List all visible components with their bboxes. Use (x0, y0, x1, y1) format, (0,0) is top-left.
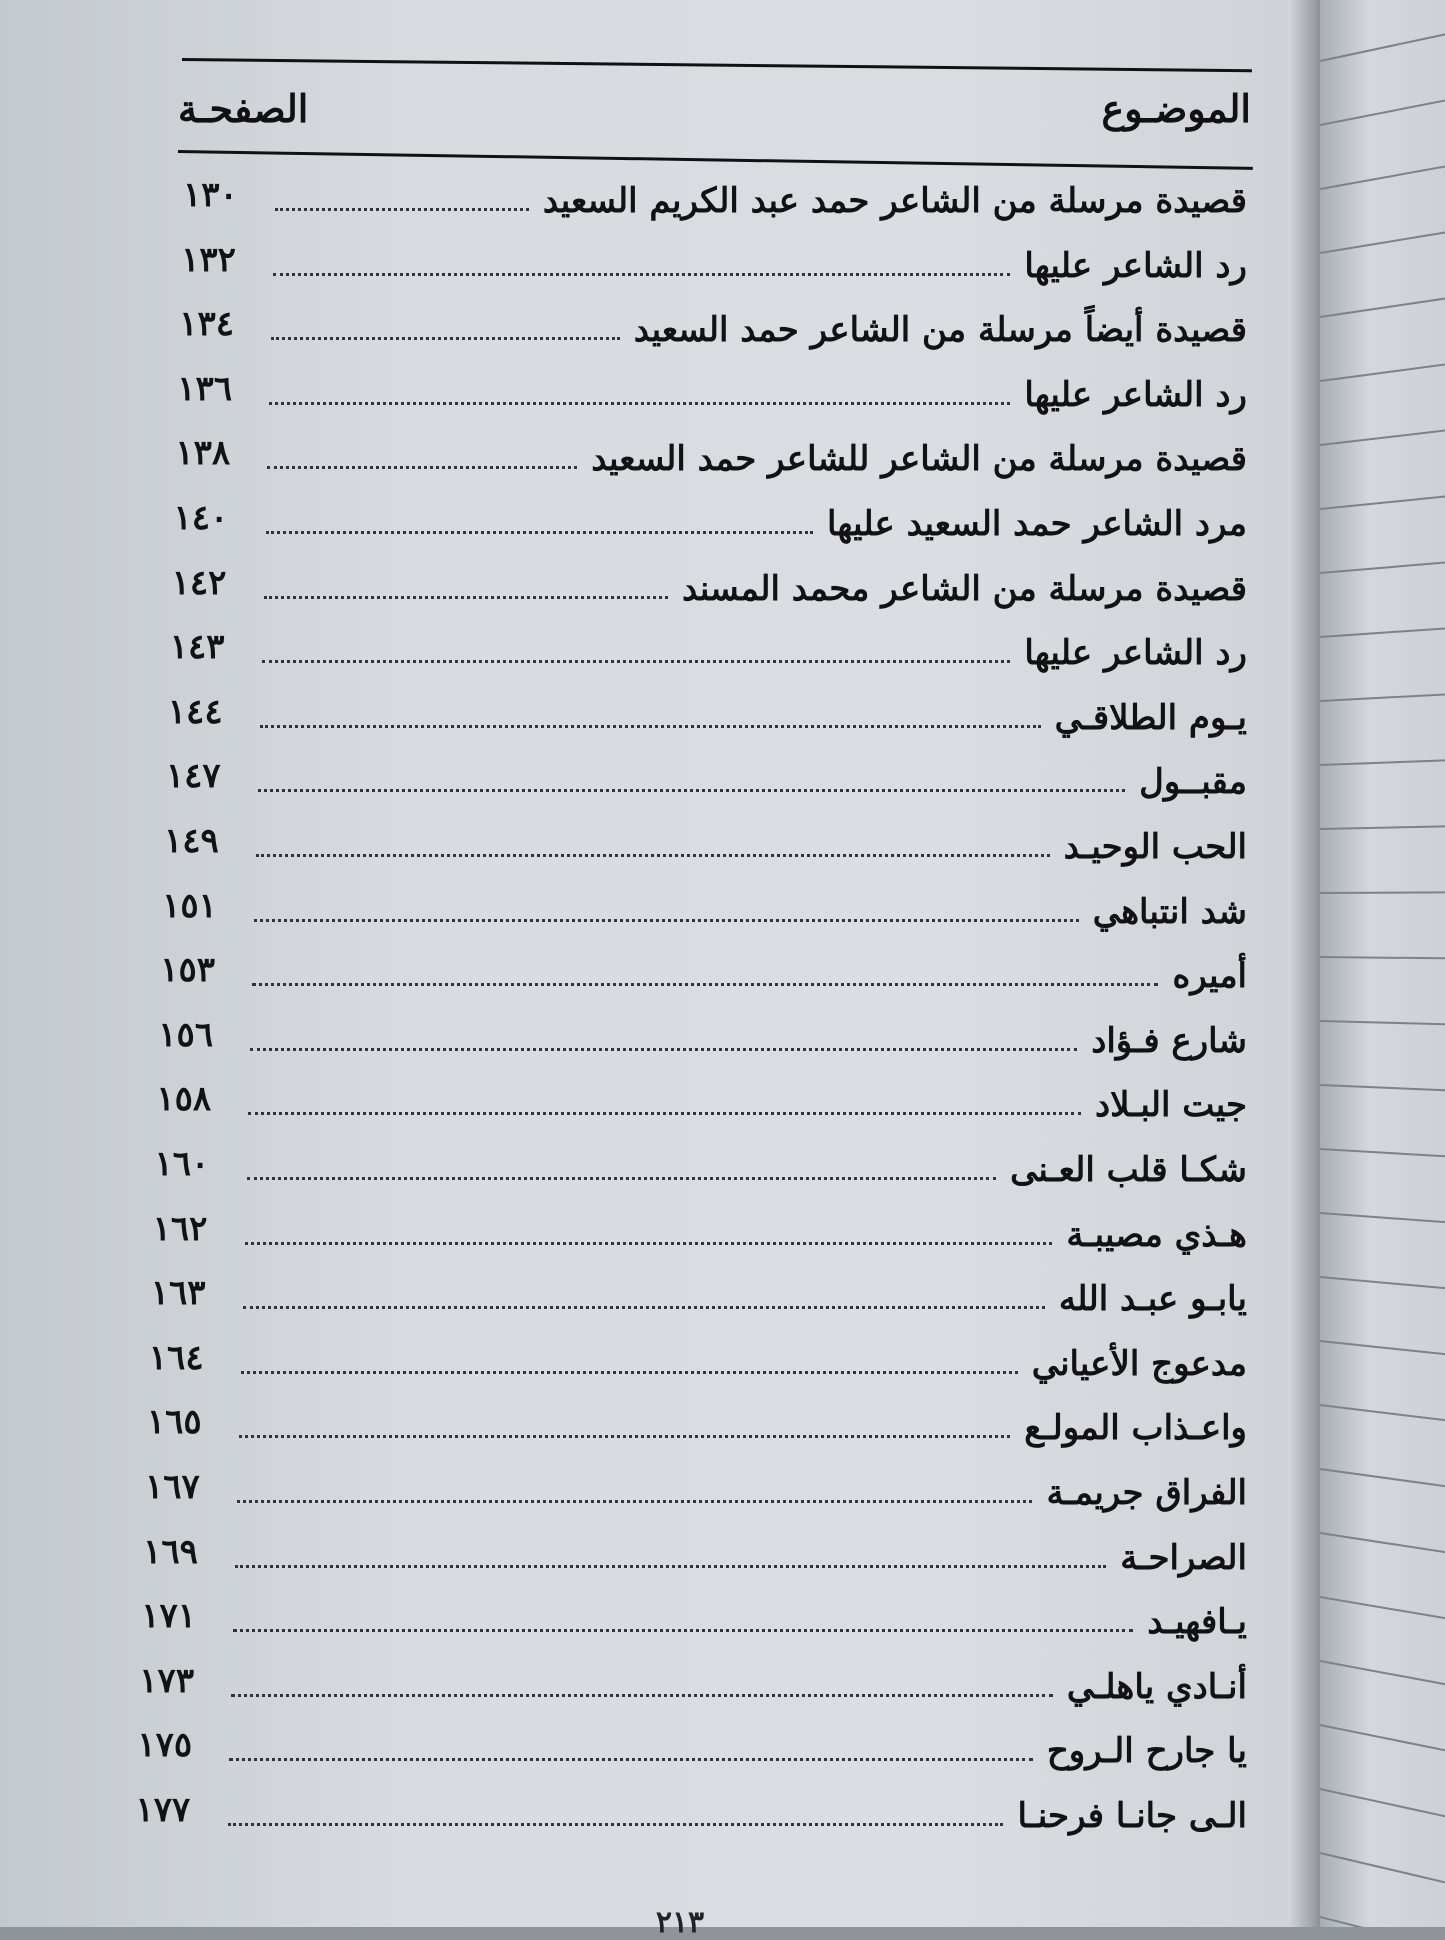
toc-leader-dots (267, 466, 577, 469)
toc-entry (179, 294, 1247, 354)
toc-entry (166, 746, 1247, 806)
facing-page-line (1320, 692, 1445, 702)
toc-entry (183, 165, 1247, 225)
toc-entry (172, 553, 1247, 613)
toc-entry (181, 230, 1247, 290)
toc-entry-page: ١٤٩ (164, 821, 219, 861)
toc-entry (175, 423, 1247, 483)
facing-page-line (1320, 1788, 1445, 1824)
toc-entry-title: أنـادي ياهلـي (1066, 1666, 1247, 1707)
toc-entry-page: ١٤٢ (171, 562, 227, 603)
facing-page-line (1320, 1468, 1445, 1492)
toc-entry-page: ١٣٢ (181, 239, 236, 280)
toc-entry-title: الصراحـة (1120, 1537, 1247, 1578)
toc-entry (160, 940, 1247, 1000)
facing-page-line (1320, 1148, 1445, 1159)
toc-entry-page: ١٥٨ (156, 1079, 212, 1120)
facing-page-line (1320, 93, 1445, 126)
toc-entry (136, 1780, 1248, 1840)
toc-entry (141, 1586, 1247, 1646)
toc-entry-title: رد الشاعر عليها (1024, 633, 1247, 674)
toc-entry-page: ١٤٠ (173, 498, 229, 538)
page-folio: ٢١٣ (655, 1905, 705, 1940)
top-rule (182, 58, 1252, 72)
facing-page-line (1320, 1916, 1445, 1927)
toc-leader-dots (243, 1306, 1045, 1309)
toc-entry (137, 1715, 1247, 1775)
toc-leader-dots (264, 596, 668, 599)
facing-page-line (1320, 1852, 1445, 1890)
facing-page-line (1320, 758, 1445, 766)
toc-entry-title: رد الشاعر عليها (1024, 245, 1247, 286)
toc-entry-page: ١٦٥ (146, 1402, 202, 1443)
toc-entry-page: ١٧١ (141, 1596, 196, 1637)
facing-page-line (1320, 492, 1445, 510)
facing-page-line (1320, 625, 1445, 638)
toc-leader-dots (273, 273, 1010, 276)
toc-entry-title: جيت البـلاد (1095, 1085, 1247, 1126)
toc-entry-page: ١٣٦ (177, 368, 233, 409)
toc-entry-title: رد الشاعر عليها (1024, 374, 1247, 415)
toc-entry-page: ١٧٧ (135, 1790, 191, 1830)
facing-page (1320, 0, 1445, 1927)
facing-page-line (1320, 559, 1445, 574)
toc-leader-dots (269, 402, 1010, 405)
toc-entry-title: قصيدة مرسلة من الشاعر حمد عبد الكريم السعيد (542, 181, 1247, 221)
facing-page-line (1320, 1084, 1445, 1093)
topic-column-header: الموضـوع (1101, 86, 1251, 131)
toc-entry-page: ١٦٩ (143, 1531, 198, 1572)
toc-entry (151, 1263, 1247, 1323)
toc-leader-dots (248, 1112, 1081, 1115)
toc-entry-page: ١٤٣ (169, 627, 225, 668)
facing-page-line (1320, 1596, 1445, 1625)
toc-entry (162, 876, 1247, 936)
facing-page-line (1320, 226, 1445, 254)
toc-entry-title: قصيدة مرسلة من الشاعر للشاعر حمد السعيد (591, 439, 1247, 480)
toc-entry-title: يـافهيـد (1147, 1602, 1247, 1643)
toc-entry-title: مقبــول (1139, 762, 1247, 803)
toc-entry-title: يـوم الطلاقـي (1054, 697, 1247, 738)
facing-page-line (1320, 293, 1445, 318)
facing-page-line (1320, 27, 1445, 62)
facing-page-line (1320, 825, 1445, 830)
page-column-header: الصفحـة (178, 86, 309, 131)
toc-entry-title: مدعوج الأعياني (1031, 1343, 1247, 1384)
facing-page-line (1320, 1276, 1445, 1292)
toc-leader-dots (235, 1565, 1106, 1568)
toc-leader-dots (233, 1629, 1133, 1632)
facing-page-line (1320, 891, 1445, 894)
toc-entry-title: قصيدة مرسلة من الشاعر محمد المسند (682, 568, 1247, 609)
toc-entry (174, 488, 1248, 548)
toc-entry-page: ١٣٨ (175, 433, 231, 474)
toc-entry (158, 1005, 1247, 1065)
facing-page-line (1320, 1532, 1445, 1558)
toc-entry (168, 682, 1247, 742)
facing-page-line (1320, 160, 1445, 190)
toc-entry-title: شكـا قلب العـنى (1010, 1150, 1247, 1190)
toc-entry-title: هـذي مصيبـة (1066, 1214, 1247, 1255)
toc-entry (164, 811, 1247, 871)
toc-leader-dots (256, 854, 1050, 857)
toc-leader-dots (245, 1242, 1053, 1245)
toc-entry-page: ١٣٠ (183, 175, 238, 215)
toc-leader-dots (266, 531, 813, 534)
toc-entry-page: ١٦٤ (148, 1337, 204, 1378)
toc-entry (145, 1457, 1247, 1517)
toc-entry-title: الـى جانـا فرحنـا (1017, 1796, 1247, 1836)
toc-leader-dots (229, 1758, 1032, 1761)
toc-entry-page: ١٦٢ (152, 1208, 208, 1249)
toc-entry-page: ١٥٦ (158, 1014, 214, 1055)
toc-leader-dots (231, 1694, 1053, 1697)
toc-entry-page: ١٤٤ (167, 691, 223, 732)
facing-page-line (1320, 426, 1445, 446)
toc-entry-title: شد انتباهي (1092, 891, 1247, 932)
toc-entry-page: ١٧٣ (139, 1660, 195, 1701)
toc-entry (170, 617, 1247, 677)
toc-entry-title: مرد الشاعر حمد السعيد عليها (826, 504, 1247, 544)
facing-page-line (1320, 1020, 1445, 1026)
toc-entry (139, 1651, 1247, 1711)
toc-entry-page: ١٧٥ (137, 1725, 193, 1766)
toc-leader-dots (252, 983, 1158, 986)
toc-entry-page: ١٦٠ (154, 1144, 210, 1184)
toc-leader-dots (258, 789, 1125, 792)
toc-leader-dots (271, 337, 620, 340)
toc-entry-title: أميره (1172, 956, 1247, 997)
toc-leader-dots (260, 725, 1041, 728)
toc-leader-dots (239, 1435, 1010, 1438)
toc-leader-dots (247, 1177, 997, 1180)
toc-entry-title: يا جارح الـروح (1046, 1731, 1247, 1772)
facing-page-line (1320, 956, 1445, 960)
toc-entry-title: قصيدة أيضاً مرسلة من الشاعر حمد السعيد (633, 310, 1247, 351)
toc-entry-title: يابـو عبـد الله (1058, 1279, 1247, 1320)
toc-leader-dots (250, 1048, 1077, 1051)
facing-page-line (1320, 1724, 1445, 1758)
toc-entry-page: ١٦٧ (145, 1467, 200, 1507)
facing-page-line (1320, 359, 1445, 382)
toc-leader-dots (254, 919, 1079, 922)
toc-entry (177, 359, 1247, 419)
toc-entry-title: الفراق جريمـة (1046, 1473, 1247, 1513)
facing-page-line (1320, 1404, 1445, 1425)
toc-entry (149, 1328, 1247, 1388)
toc-entry (156, 1069, 1247, 1129)
toc-leader-dots (228, 1823, 1004, 1826)
toc-entry (153, 1199, 1247, 1259)
toc-entry-page: ١٦٣ (150, 1273, 206, 1314)
toc-entry-page: ١٥٣ (160, 950, 215, 991)
toc-entry (143, 1522, 1247, 1582)
toc-entry-page: ١٣٤ (179, 304, 234, 345)
toc-leader-dots (275, 208, 529, 211)
toc-entry (147, 1392, 1247, 1452)
facing-page-line (1320, 1660, 1445, 1691)
toc-entry-page: ١٤٧ (165, 756, 221, 797)
facing-page-line (1320, 1212, 1445, 1226)
toc-leader-dots (237, 1500, 1032, 1503)
toc-leader-dots (262, 660, 1011, 663)
toc-entry-page: ١٥١ (162, 885, 217, 926)
toc-entry (155, 1134, 1248, 1194)
toc-entry-title: شارع فـؤاد (1091, 1020, 1247, 1061)
facing-page-line (1320, 1340, 1445, 1359)
toc-entry-title: واعـذاب المولـع (1024, 1408, 1247, 1449)
toc-entry-title: الحب الوحيـد (1063, 827, 1247, 867)
toc-leader-dots (241, 1371, 1018, 1374)
